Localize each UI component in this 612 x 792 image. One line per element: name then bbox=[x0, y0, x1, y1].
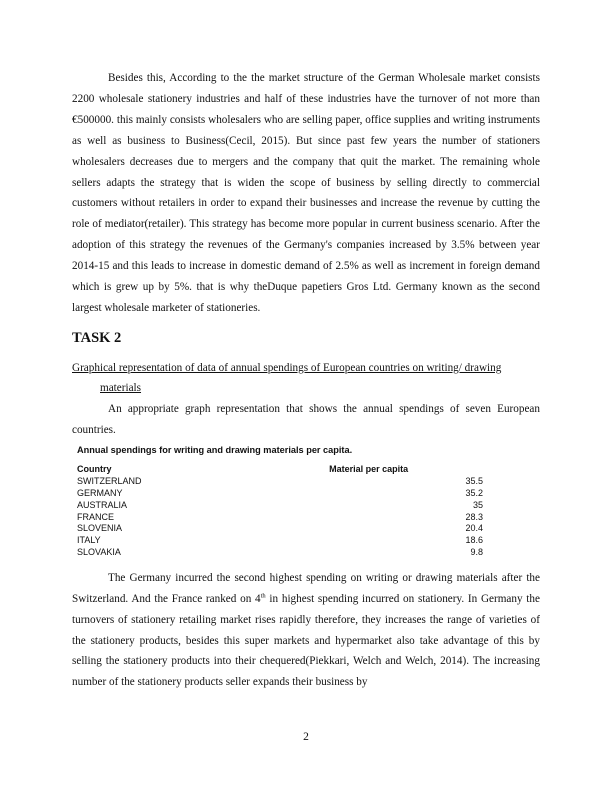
graph-intro-paragraph: An appropriate graph representation that shows the annual spendings of seven European countries. bbox=[72, 402, 540, 436]
country-cell: SLOVAKIA bbox=[77, 547, 121, 558]
value-cell: 35.5 bbox=[465, 476, 483, 487]
column-header-country: Country bbox=[77, 464, 112, 475]
task-heading: TASK 2 bbox=[72, 329, 122, 346]
value-cell: 20.4 bbox=[465, 523, 483, 534]
paragraph-market-structure: Besides this, According to the the market structure of the German Wholesale market consists 2200 wholesale stationery industries and half of these industries have the turnover of not more than €500000. this mainly consists wholesalers who are selling paper, office supplies and writing instruments as well as business to Business(Cecil, 2015). But since past few years the number of stationers wholesalers decreases due to mergers and the company that quit the market. The remaining whole sellers adapts the strategy that is widen the scope of business by selling directly to commercial customers without retailers in order to expand their businesses and increase the revenue by cutting the role of mediator(retailer). This strategy has become more popular in current business scenario. After the adoption of this strategy the revenues of the Germany's companies increased by 3.5% between year 2014-15 and this leads to increase in domestic demand of 2.5% as well as increment in foreign demand which is grew up by 5%. that is why theDuque papetiers Gros Ltd. Germany known as the second largest wholesale marketer of stationeries. bbox=[72, 72, 540, 314]
country-cell: FRANCE bbox=[77, 511, 115, 522]
spending-table-block bbox=[77, 445, 497, 559]
paragraph-germany-spending bbox=[72, 568, 540, 693]
section-subheading: Graphical representation of data of annual spendings of European countries on writing/ drawing materials bbox=[72, 361, 502, 395]
value-cell: 35 bbox=[472, 499, 483, 510]
value-cell: 9.8 bbox=[470, 547, 483, 558]
value-cell: 28.3 bbox=[465, 511, 483, 522]
table-row bbox=[77, 476, 497, 488]
paragraph-text-end: in highest spending incurred on stationery. In Germany the turnovers of stationery retailing market rises rapidly therefore, they increases the range of varieties of the stationery products, besides this super markets and hypermarket also take advantage of this by selling the stationery products into their chequered(Piekkari, Welch and Welch, 2014). The increasing number of the stationery products seller expands their business by bbox=[72, 592, 540, 689]
table-row bbox=[77, 547, 497, 559]
value-cell: 18.6 bbox=[465, 535, 483, 546]
table-row bbox=[77, 488, 497, 500]
ordinal-suffix: th bbox=[260, 592, 266, 600]
country-cell: GERMANY bbox=[77, 488, 123, 499]
country-cell: SLOVENIA bbox=[77, 523, 123, 534]
table-row bbox=[77, 500, 497, 512]
table-header-row bbox=[77, 464, 497, 476]
table-title: Annual spendings for writing and drawing materials per capita. bbox=[77, 444, 353, 455]
document-page bbox=[72, 68, 540, 693]
column-header-material: Material per capita bbox=[329, 464, 409, 475]
table-row bbox=[77, 535, 497, 547]
country-cell: SWITZERLAND bbox=[77, 476, 142, 487]
country-cell: ITALY bbox=[77, 535, 101, 546]
paragraph-text-start: The Germany incurred the second highest spending on writing or drawing materials after the Switzerland. And the France ranked on 4 bbox=[72, 571, 540, 605]
spending-table bbox=[77, 464, 497, 558]
page-number: 2 bbox=[303, 731, 309, 743]
country-cell: AUSTRALIA bbox=[77, 499, 128, 510]
table-row bbox=[77, 512, 497, 524]
value-cell: 35.2 bbox=[465, 488, 483, 499]
table-row bbox=[77, 523, 497, 535]
